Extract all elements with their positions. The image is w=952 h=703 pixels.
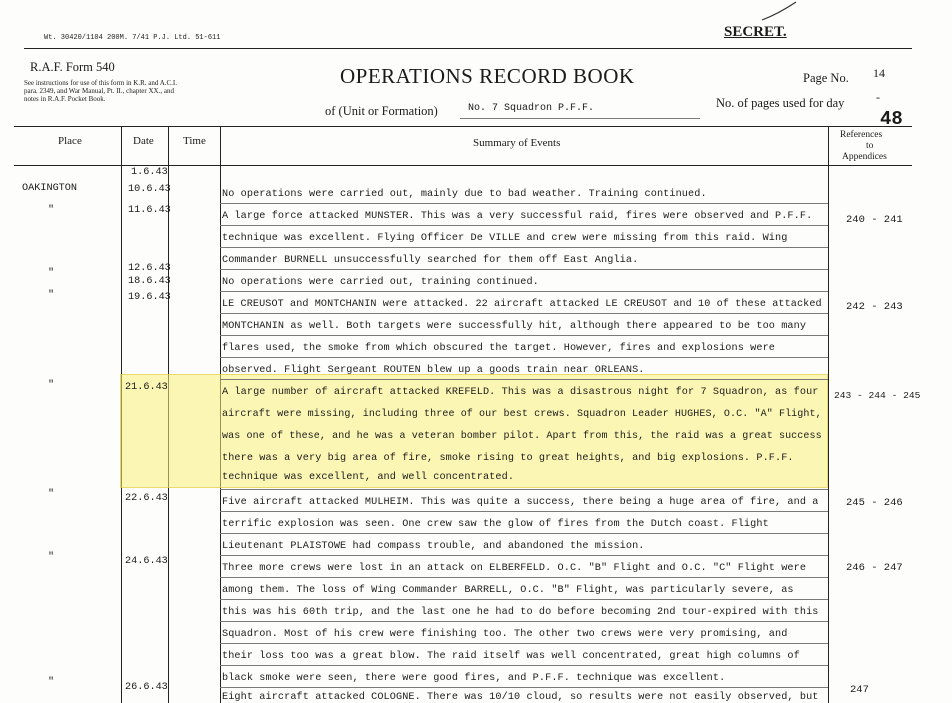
form-note-3: notes in R.A.F. Pocket Book. [24,95,106,103]
summary-line: observed. Flight Sergeant ROUTEN blew up a goods train near ORLEANS. [222,365,645,376]
reference-entry: 247 [850,684,869,696]
summary-line: terrific explosion was seen. One crew saw the glow of fires from the Dutch coast. Flight [222,519,769,530]
summary-line: their loss too was a great blow. The raid itself was well concentrated, great high columns of [222,651,800,662]
ruled-line [220,599,828,600]
page-number-label: Page No. [803,71,849,85]
pages-used-value: - [876,90,880,104]
pen-mark-icon [760,0,800,22]
summary-line: Three more crews were lost in an attack on ELBERFELD. O.C. "B" Flight and O.C. "C" Flight were [222,563,807,574]
ruled-line [220,511,828,512]
form-name: R.A.F. Form 540 [30,60,115,74]
summary-line: Commander BURNELL unsuccessfully searched for them off East Anglia. [222,255,639,266]
summary-line: among them. The loss of Wing Commander BARRELL, O.C. "B" Flight, was particularly severe, as [222,585,794,596]
col-divider-summary [828,126,829,703]
ruled-line [220,269,828,270]
summary-line: was one of these, and he was a veteran bomber pilot. Apart from this, the raid was a great success [222,431,822,442]
reference-entry: 243 - 244 - 245 [834,390,921,401]
unit-value: No. 7 Squadron P.F.F. [468,103,595,114]
place-entry: " [48,489,55,500]
date-entry: 21.6.43 [125,382,168,393]
summary-line: flares used, the smoke from which obscured the target. However, fires and explosions were [222,343,776,354]
top-rule [24,48,912,49]
summary-line: aircraft were missing, including three of our best crews. Squadron Leader HUGHES, O.C. "A" Flight, [222,409,822,420]
ruled-line [220,203,828,204]
summary-line: No operations were carried out, training continued. [222,277,539,288]
summary-line: A large number of aircraft attacked KREFELD. This was a disastrous night for 7 Squadron, as four [222,387,819,398]
ruled-line [220,577,828,578]
date-entry: 12.6.43 [128,263,171,274]
date-entry: 26.6.43 [125,682,168,693]
ruled-line [220,533,828,534]
pages-used-label: No. of pages used for day [716,96,845,110]
col-header-references-1: References [840,130,883,140]
col-header-time: Time [183,135,206,147]
date-entry: 19.6.43 [128,292,171,303]
summary-line: this was his 60th trip, and the last one he had to do before becoming 2nd tour-expired with this [222,607,819,618]
place-entry: " [48,380,55,391]
col-header-references-3: Appendices [842,152,887,162]
ruled-line [220,247,828,248]
summary-line: LE CREUSOT and MONTCHANIN were attacked. 22 aircraft attacked LE CREUSOT and 10 of these attacked [222,299,822,310]
place-entry: " [48,290,55,301]
form-note-2: para. 2349, and War Manual, Pt. II., chapter XX., and [24,87,174,95]
date-entry: 1.6.43 [131,167,168,178]
summary-line: A large force attacked MUNSTER. This was a very successful raid, fires were observed and P.F.F. [222,211,813,222]
place-entry: OAKINGTON [22,183,78,194]
summary-line: technique was excellent. Flying Officer De VILLE and crew were missing from this raid. Wing [222,233,788,244]
summary-line: black smoke were seen, there were good fires, and P.F.F. technique was excellent. [222,673,726,684]
ruled-line [220,379,828,380]
handwritten-number: 48 [880,108,903,130]
table-top-rule [14,126,912,127]
place-entry: " [48,205,55,216]
date-entry: 22.6.43 [125,493,168,504]
date-entry: 18.6.43 [128,276,171,287]
col-header-summary: Summary of Events [473,137,561,149]
col-header-place: Place [58,135,82,147]
reference-entry: 246 - 247 [846,562,903,574]
ruled-line [220,687,828,688]
date-entry: 10.6.43 [128,184,171,195]
unit-label: of (Unit or Formation) [325,104,438,118]
form-note-1: See instructions for use of this form in K.R. and A.C.I. [24,79,178,87]
ruled-line [220,489,828,490]
ruled-line [220,225,828,226]
place-entry: " [48,268,55,279]
date-entry: 11.6.43 [128,205,171,216]
printer-note: Wt. 30420/1104 200M. 7/41 P.J. Ltd. 51-611 [44,34,221,42]
reference-entry: 245 - 246 [846,497,903,509]
summary-line: Lieutenant PLAISTOWE had compass trouble, and abandoned the mission. [222,541,645,552]
table-header-rule [14,165,912,166]
ruled-line [220,291,828,292]
summary-line: technique was excellent, and well concentrated. [222,472,515,483]
summary-line: Eight aircraft attacked COLOGNE. There was 10/10 cloud, so results were not easily observed, but [222,692,819,703]
place-entry: " [48,552,55,563]
ruled-line [220,643,828,644]
col-header-references-2: to [866,141,874,151]
ruled-line [220,555,828,556]
summary-line: Squadron. Most of his crew were finishing too. The other two crews were very promising, and [222,629,788,640]
page-number-value: 14 [873,66,885,80]
ruled-line [220,357,828,358]
col-header-date: Date [133,135,154,147]
reference-entry: 242 - 243 [846,301,903,313]
ruled-line [220,621,828,622]
summary-line: Five aircraft attacked MULHEIM. This was quite a success, there being a huge area of fire, and a [222,497,819,508]
summary-line: No operations were carried out, mainly due to bad weather. Training continued. [222,189,707,200]
ruled-line [220,313,828,314]
page-title: OPERATIONS RECORD BOOK [340,64,635,88]
date-entry: 24.6.43 [125,556,168,567]
summary-line: MONTCHANIN as well. Both targets were successfully hit, although there appeared to be too many [222,321,807,332]
ruled-line [220,665,828,666]
summary-line: there was a very big area of fire, smoke rising to great heights, and big explosions. P.F.F. [222,453,794,464]
secret-label: SECRET. [724,24,787,40]
ruled-line [220,335,828,336]
reference-entry: 240 - 241 [846,214,903,226]
unit-underline [460,118,700,119]
place-entry: " [48,677,55,688]
